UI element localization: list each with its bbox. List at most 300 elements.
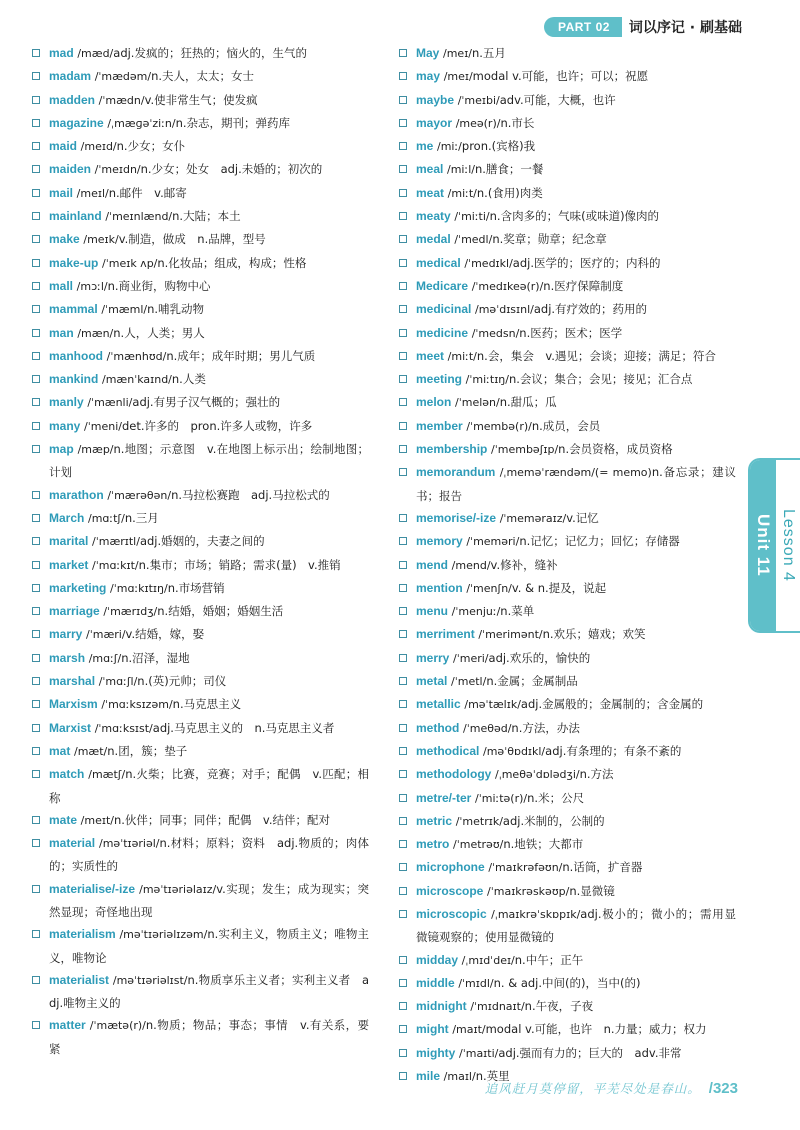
vocab-word: merry xyxy=(416,650,450,665)
checkbox-icon[interactable] xyxy=(32,630,40,638)
unit-label: Unit 11 xyxy=(750,460,776,631)
vocab-entry xyxy=(396,368,736,391)
vocab-entry xyxy=(396,600,736,623)
checkbox-icon[interactable] xyxy=(32,607,40,615)
lesson-label: Lesson 4 xyxy=(780,509,797,582)
vocab-definition: n.(英)元帅；司仪 xyxy=(137,674,227,689)
vocab-definition: n.显微镜 xyxy=(569,883,615,898)
checkbox-icon[interactable] xyxy=(32,677,40,685)
checkbox-icon[interactable] xyxy=(32,119,40,127)
vocab-word: mammal xyxy=(49,302,98,317)
vocab-phonetic: /ˈmærɪtl/ xyxy=(92,535,140,549)
vocab-definition: n.中午；正午 xyxy=(514,952,584,967)
vocab-phonetic: /mætʃ/ xyxy=(88,768,126,782)
vocab-word: membership xyxy=(416,442,488,457)
vocab-definition: modal v.可能，也许；可以；祝愿 xyxy=(472,69,649,84)
vocab-phonetic: /meɪl/ xyxy=(76,186,109,200)
vocab-definition: n.记忆；记忆力；回忆；存储器 xyxy=(519,534,680,549)
checkbox-icon[interactable] xyxy=(399,770,407,778)
vocab-word: melon xyxy=(416,395,452,410)
vocab-word: menu xyxy=(416,604,449,619)
vocab-entry xyxy=(29,763,369,809)
vocab-entry xyxy=(29,554,369,577)
vocab-definition: n.菜单 xyxy=(500,604,535,619)
checkbox-icon[interactable] xyxy=(399,212,407,220)
vocab-word: metre/-ter xyxy=(416,790,472,805)
vocab-word: marshal xyxy=(49,674,96,689)
vocab-word: midday xyxy=(416,952,459,967)
vocab-entry xyxy=(29,275,369,298)
vocab-definition: n.会议；集合；会见；接见；汇合点 xyxy=(508,372,693,387)
vocab-word: mention xyxy=(416,580,463,595)
vocab-entry xyxy=(29,158,369,181)
checkbox-icon[interactable] xyxy=(32,259,40,267)
vocab-word: memorandum xyxy=(416,465,496,480)
vocab-phonetic: /mæd/ xyxy=(77,47,114,60)
vocab-phonetic: /ˈmæri/ xyxy=(86,628,126,642)
checkbox-icon[interactable] xyxy=(32,189,40,197)
checkbox-icon[interactable] xyxy=(32,654,40,662)
vocab-entry xyxy=(396,322,736,345)
checkbox-icon[interactable] xyxy=(399,352,407,360)
checkbox-icon[interactable] xyxy=(32,212,40,220)
checkbox-icon[interactable] xyxy=(399,584,407,592)
vocab-entry xyxy=(396,647,736,670)
vocab-entry xyxy=(396,880,736,903)
vocab-phonetic: /meɪt/ xyxy=(80,813,114,827)
vocab-phonetic: /ˈmænhʊd/ xyxy=(106,349,167,363)
checkbox-icon[interactable] xyxy=(32,930,40,938)
vocab-phonetic: /məˈtɪəriəl/ xyxy=(99,837,160,851)
vocab-entry xyxy=(396,1018,736,1041)
checkbox-icon[interactable] xyxy=(32,584,40,592)
vocab-phonetic: /ˈmeθəd/ xyxy=(463,721,512,735)
vocab-definition: pron.(宾格)我 xyxy=(461,139,536,154)
unit-side-tab[interactable] xyxy=(748,458,800,633)
vocab-definition: v. & n.提及，说起 xyxy=(511,580,607,595)
vocab-word: materialism xyxy=(49,927,116,942)
checkbox-icon[interactable] xyxy=(399,445,407,453)
vocab-phonetic: /ˈmetrəʊ/ xyxy=(453,838,504,852)
vocab-phonetic: /ˌmeθəˈdɒlədʒi/ xyxy=(494,768,580,782)
vocab-entry xyxy=(396,949,736,972)
vocab-phonetic: /ˈmembəʃɪp/ xyxy=(491,443,559,457)
vocab-phonetic: /ˈmærɪdʒ/ xyxy=(103,605,158,619)
checkbox-icon[interactable] xyxy=(399,422,407,430)
vocab-word: microscopic xyxy=(416,906,487,921)
vocab-phonetic: /ˈmærəθən/ xyxy=(107,488,172,502)
checkbox-icon[interactable] xyxy=(32,165,40,173)
vocab-word: metro xyxy=(416,837,450,852)
checkbox-icon[interactable] xyxy=(399,724,407,732)
vocab-phonetic: /ˈmɑːʃl/ xyxy=(98,675,138,689)
checkbox-icon[interactable] xyxy=(32,491,40,499)
vocab-definition: n.人，人类；男人 xyxy=(113,325,205,340)
checkbox-icon[interactable] xyxy=(399,96,407,104)
vocab-entry xyxy=(396,298,736,321)
checkbox-icon[interactable] xyxy=(399,119,407,127)
vocab-entry xyxy=(396,717,736,740)
vocab-word: method xyxy=(416,720,460,735)
checkbox-icon[interactable] xyxy=(399,747,407,755)
vocab-word: methodical xyxy=(416,743,480,758)
vocab-word: microscope xyxy=(416,883,484,898)
checkbox-icon[interactable] xyxy=(32,514,40,522)
vocab-definition: v.修补，缝补 xyxy=(490,557,558,572)
vocab-entry xyxy=(396,670,736,693)
vocab-phonetic: /mæp/ xyxy=(77,443,114,457)
vocab-phonetic: /ˈmeri/ xyxy=(453,651,489,665)
vocab-phonetic: /ˈmedɪkeə(r)/ xyxy=(471,279,544,293)
checkbox-icon[interactable] xyxy=(32,398,40,406)
checkbox-icon[interactable] xyxy=(32,329,40,337)
vocab-entry xyxy=(396,833,736,856)
vocab-word: meet xyxy=(416,348,445,363)
vocab-entry xyxy=(29,717,369,740)
vocab-entry xyxy=(29,112,369,135)
vocab-phonetic: /ˈmerimənt/ xyxy=(478,628,543,642)
vocab-phonetic: /məˈtɪəriəlɪst/ xyxy=(112,973,188,987)
checkbox-icon[interactable] xyxy=(399,887,407,895)
vocab-definition: n.化妆品；组成，构成；性格 xyxy=(157,255,307,270)
checkbox-icon[interactable] xyxy=(399,1049,407,1057)
checkbox-icon[interactable] xyxy=(32,375,40,383)
vocab-definition: n.物质享乐主义者；实利主义者 adj.唯物主义的 xyxy=(49,972,369,1011)
vocab-definition: n.市场营销 xyxy=(167,580,225,595)
vocab-phonetic: /ˈmeni/ xyxy=(84,419,122,433)
vocab-word: mate xyxy=(49,812,78,827)
vocab-definition: adj.有男子汉气概的；强壮的 xyxy=(132,395,281,410)
vocab-word: man xyxy=(49,325,74,340)
vocab-definition: n.人类 xyxy=(171,372,206,387)
vocab-phonetic: /mæt/ xyxy=(74,744,108,758)
vocab-definition: adj.欢乐的，愉快的 xyxy=(488,650,591,665)
vocab-phonetic: /ˈmedl/ xyxy=(454,233,493,247)
vocab-word: midnight xyxy=(416,999,467,1014)
vocab-phonetic: /ˈmætə(r)/ xyxy=(89,1019,146,1033)
checkbox-icon[interactable] xyxy=(399,561,407,569)
vocab-word: Marxism xyxy=(49,697,98,712)
checkbox-icon[interactable] xyxy=(399,282,407,290)
vocab-entry xyxy=(396,856,736,879)
vocab-phonetic: /miːl/ xyxy=(447,163,475,177)
vocab-phonetic: /meɪ/ xyxy=(443,70,473,84)
vocab-entry xyxy=(396,577,736,600)
vocab-entry xyxy=(29,345,369,368)
checkbox-icon[interactable] xyxy=(399,189,407,197)
vocab-definition: adj.马克思主义的 n.马克思主义者 xyxy=(152,720,335,735)
checkbox-icon[interactable] xyxy=(32,747,40,755)
vocab-definition: n.大陆；本土 xyxy=(172,209,241,224)
vocab-phonetic: /ˈmaɪti/ xyxy=(459,1046,499,1060)
vocab-entry xyxy=(29,65,369,88)
vocab-word: medicinal xyxy=(416,302,472,317)
vocab-word: merriment xyxy=(416,627,475,642)
vocab-definition: n.三月 xyxy=(124,510,159,525)
checkbox-icon[interactable] xyxy=(32,537,40,545)
vocab-entry xyxy=(396,65,736,88)
vocab-definition: n.伙伴；同事；同伴；配偶 v.结伴；配对 xyxy=(113,812,330,827)
checkbox-icon[interactable] xyxy=(32,770,40,778)
vocab-phonetic: /ˈmɑːkɪt/ xyxy=(92,558,139,572)
vocab-entry xyxy=(29,205,369,228)
checkbox-icon[interactable] xyxy=(32,816,40,824)
checkbox-icon[interactable] xyxy=(32,96,40,104)
vocab-definition: n.医疗保障制度 xyxy=(543,278,624,293)
vocab-entry xyxy=(29,809,369,832)
vocab-definition: adj.婚姻的，夫妻之间的 xyxy=(139,534,265,549)
vocab-word: marry xyxy=(49,627,83,642)
vocab-word: mat xyxy=(49,743,71,758)
left-column xyxy=(29,42,369,1060)
vocab-definition: n.市长 xyxy=(500,115,535,130)
vocab-phonetic: /ˌmeməˈrændəm/(= memo) xyxy=(499,466,652,480)
checkbox-icon[interactable] xyxy=(399,630,407,638)
vocab-entry xyxy=(29,600,369,623)
checkbox-icon[interactable] xyxy=(399,910,407,918)
checkbox-icon[interactable] xyxy=(399,537,407,545)
vocab-entry xyxy=(396,42,736,65)
vocab-definition: n.邮件 v.邮寄 xyxy=(108,185,187,200)
vocab-word: metal xyxy=(416,674,448,689)
vocab-definition: adj.医学的；医疗的；内科的 xyxy=(512,255,661,270)
vocab-definition: n. & adj.中间(的)，当中(的) xyxy=(493,975,641,990)
checkbox-icon[interactable] xyxy=(32,49,40,57)
vocab-word: make xyxy=(49,232,80,247)
vocab-definition: n.商业街，购物中心 xyxy=(107,278,211,293)
vocab-word: March xyxy=(49,510,85,525)
vocab-definition: n.哺乳动物 xyxy=(147,302,205,317)
vocab-phonetic: /məˈtɪəriəlɪzəm/ xyxy=(119,928,208,942)
vocab-phonetic: /ˈmenjuː/ xyxy=(451,605,501,619)
vocab-word: Marxist xyxy=(49,720,92,735)
checkbox-icon[interactable] xyxy=(399,398,407,406)
vocab-word: mail xyxy=(49,185,74,200)
vocab-word: maid xyxy=(49,139,78,154)
checkbox-icon[interactable] xyxy=(32,976,40,984)
checkbox-icon[interactable] xyxy=(399,259,407,267)
vocab-word: memorise/-ize xyxy=(416,510,497,525)
vocab-word: material xyxy=(49,836,96,851)
page-footer xyxy=(485,1079,738,1097)
checkbox-icon[interactable] xyxy=(32,1021,40,1029)
vocab-definition: adv.可能，大概，也许 xyxy=(499,92,616,107)
vocab-entry xyxy=(396,903,736,949)
vocab-definition: modal v.可能，也许 n.力量；威力；权力 xyxy=(485,1022,707,1037)
vocab-word: madam xyxy=(49,69,92,84)
vocab-word: materialist xyxy=(49,972,110,987)
vocab-phonetic: /ˈmedɪkl/ xyxy=(464,256,513,270)
checkbox-icon[interactable] xyxy=(399,142,407,150)
checkbox-icon[interactable] xyxy=(32,839,40,847)
vocab-word: mad xyxy=(49,46,74,60)
vocab-definition: n.实利主义，物质主义；唯物主义，唯物论 xyxy=(49,927,370,965)
checkbox-icon[interactable] xyxy=(399,607,407,615)
checkbox-icon[interactable] xyxy=(399,49,407,57)
vocab-entry xyxy=(29,182,369,205)
vocab-word: mayor xyxy=(416,115,453,130)
vocab-entry xyxy=(396,112,736,135)
vocab-entry xyxy=(396,275,736,298)
vocab-word: meeting xyxy=(416,372,463,387)
vocab-definition: adj.金属般的；金属制的；含金属的 xyxy=(520,697,704,712)
checkbox-icon[interactable] xyxy=(399,840,407,848)
vocab-phonetic: /ˌmaɪkrəˈskɒpɪk/ xyxy=(491,907,581,921)
vocab-entry xyxy=(396,740,736,763)
vocab-entry xyxy=(396,693,736,716)
checkbox-icon[interactable] xyxy=(399,794,407,802)
vocab-word: matter xyxy=(49,1018,86,1033)
vocab-word: mall xyxy=(49,278,74,293)
vocab-definition: n.成员，会员 xyxy=(531,418,601,433)
vocab-entry xyxy=(29,923,369,969)
vocab-phonetic: /meɪd/ xyxy=(80,140,117,154)
checkbox-icon[interactable] xyxy=(32,305,40,313)
vocab-entry xyxy=(396,530,736,553)
vocab-definition: n.含肉多的；气味(或味道)像肉的 xyxy=(489,209,660,224)
checkbox-icon[interactable] xyxy=(32,422,40,430)
checkbox-icon[interactable] xyxy=(32,700,40,708)
vocab-word: middle xyxy=(416,975,455,990)
checkbox-icon[interactable] xyxy=(399,305,407,313)
vocab-word: May xyxy=(416,46,440,60)
checkbox-icon[interactable] xyxy=(399,165,407,173)
vocab-phonetic: /miː/ xyxy=(437,140,462,154)
vocab-word: match xyxy=(49,767,85,782)
checkbox-icon[interactable] xyxy=(399,235,407,243)
vocab-phonetic: /mend/ xyxy=(451,558,491,572)
checkbox-icon[interactable] xyxy=(399,677,407,685)
vocab-word: marathon xyxy=(49,487,104,502)
vocab-entry xyxy=(396,972,736,995)
vocab-entry xyxy=(29,647,369,670)
vocab-definition: det.许多的 pron.许多人或物，许多 xyxy=(121,418,313,433)
vocab-phonetic: /meə(r)/ xyxy=(455,116,501,130)
vocab-word: magazine xyxy=(49,115,104,130)
vocab-phonetic: /ˈmeɪdn/ xyxy=(94,163,141,177)
vocab-definition: n.火柴；比赛，竞赛；对手；配偶 v.匹配；相称 xyxy=(49,767,370,805)
vocab-phonetic: /meɪk/ xyxy=(83,233,119,247)
vocab-definition: n.沼泽，湿地 xyxy=(121,650,190,665)
checkbox-icon[interactable] xyxy=(399,514,407,522)
vocab-word: maybe xyxy=(416,92,455,107)
vocab-entry xyxy=(29,438,369,484)
checkbox-icon[interactable] xyxy=(399,468,407,476)
vocab-word: mend xyxy=(416,557,449,572)
vocab-entry xyxy=(29,368,369,391)
vocab-word: metric xyxy=(416,813,453,828)
vocab-word: medal xyxy=(416,232,451,247)
vocab-definition: v.结婚，嫁，娶 xyxy=(125,627,205,642)
checkbox-icon[interactable] xyxy=(32,561,40,569)
vocab-phonetic: /məˈtælɪk/ xyxy=(464,698,521,712)
vocab-entry xyxy=(29,623,369,646)
vocab-phonetic: /ˈmenʃn/ xyxy=(466,581,512,595)
vocab-word: market xyxy=(49,557,89,572)
vocab-phonetic: /ˈmɑːkɪtɪŋ/ xyxy=(110,581,168,595)
vocab-definition: n.备忘录；建议书；报告 xyxy=(416,465,736,503)
vocab-entry xyxy=(396,135,736,158)
checkbox-icon[interactable] xyxy=(399,72,407,80)
vocab-entry xyxy=(29,42,369,65)
vocab-entry xyxy=(29,415,369,438)
vocab-word: marriage xyxy=(49,604,100,619)
vocab-definition: n.会，集会 v.遇见；会谈；迎接；满足；符合 xyxy=(476,348,716,363)
vocab-entry xyxy=(396,391,736,414)
checkbox-icon[interactable] xyxy=(32,445,40,453)
checkbox-icon[interactable] xyxy=(32,352,40,360)
vocab-word: manly xyxy=(49,395,84,410)
vocab-entry xyxy=(29,693,369,716)
vocab-entry xyxy=(396,763,736,786)
vocab-definition: n.马克思主义 xyxy=(172,697,242,712)
checkbox-icon[interactable] xyxy=(399,956,407,964)
vocab-definition: n.话筒，扩音器 xyxy=(562,860,643,875)
vocab-phonetic: /ˈmelən/ xyxy=(455,396,500,410)
vocab-definition: n.方法，办法 xyxy=(511,720,580,735)
vocab-entry xyxy=(396,89,736,112)
vocab-phonetic: /ˈmædn/ xyxy=(98,93,145,107)
vocab-word: meat xyxy=(416,185,445,200)
vocab-definition: adj.有条理的；有条不紊的 xyxy=(545,743,682,758)
checkbox-icon[interactable] xyxy=(399,817,407,825)
vocab-entry xyxy=(396,415,736,438)
vocab-definition: n.甜瓜；瓜 xyxy=(499,395,557,410)
checkbox-icon[interactable] xyxy=(399,700,407,708)
checkbox-icon[interactable] xyxy=(32,72,40,80)
vocab-definition: adj.极小的；微小的；需用显微镜观察的；使用显微镜的 xyxy=(416,906,736,945)
vocab-entry xyxy=(29,670,369,693)
checkbox-icon[interactable] xyxy=(399,1025,407,1033)
vocab-definition: n.(食用)肉类 xyxy=(476,185,543,200)
vocab-entry xyxy=(29,484,369,507)
checkbox-icon[interactable] xyxy=(32,724,40,732)
vocab-definition: adj.米制的，公制的 xyxy=(502,813,605,828)
checkbox-icon[interactable] xyxy=(399,329,407,337)
checkbox-icon[interactable] xyxy=(399,1072,407,1080)
part-badge: PART 02 xyxy=(544,17,622,37)
checkbox-icon[interactable] xyxy=(32,235,40,243)
vocab-word: member xyxy=(416,418,463,433)
vocab-definition: n.午夜，子夜 xyxy=(524,999,594,1014)
checkbox-icon[interactable] xyxy=(399,1002,407,1010)
checkbox-icon[interactable] xyxy=(399,863,407,871)
checkbox-icon[interactable] xyxy=(399,654,407,662)
vocab-definition: v.实现；发生；成为现实；突然显现；奇怪地出现 xyxy=(49,881,369,919)
checkbox-icon[interactable] xyxy=(399,979,407,987)
vocab-definition: v.制造，做成 n.品牌，型号 xyxy=(118,232,266,247)
vocab-entry xyxy=(29,832,369,878)
vocab-definition: n.医药；医术；医学 xyxy=(519,325,623,340)
vocab-phonetic: /maɪl/ xyxy=(443,1070,476,1084)
vocab-word: microphone xyxy=(416,860,485,875)
vocab-entry xyxy=(396,252,736,275)
vocab-word: maiden xyxy=(49,162,92,177)
vocab-phonetic: /mænˈkaɪnd/ xyxy=(102,373,172,387)
vocab-definition: n.杂志，期刊；弹药库 xyxy=(175,115,291,130)
vocab-entry xyxy=(396,1042,736,1065)
vocab-definition: n.英里 xyxy=(475,1069,510,1084)
vocab-word: marketing xyxy=(49,580,107,595)
checkbox-icon[interactable] xyxy=(399,375,407,383)
checkbox-icon[interactable] xyxy=(32,282,40,290)
checkbox-icon[interactable] xyxy=(32,885,40,893)
vocab-word: materialise/-ize xyxy=(49,881,136,896)
vocab-phonetic: /mɔːl/ xyxy=(76,279,108,293)
vocab-word: mighty xyxy=(416,1045,456,1060)
vocab-definition: n.夫人，太太；女士 xyxy=(151,69,255,84)
checkbox-icon[interactable] xyxy=(32,142,40,150)
